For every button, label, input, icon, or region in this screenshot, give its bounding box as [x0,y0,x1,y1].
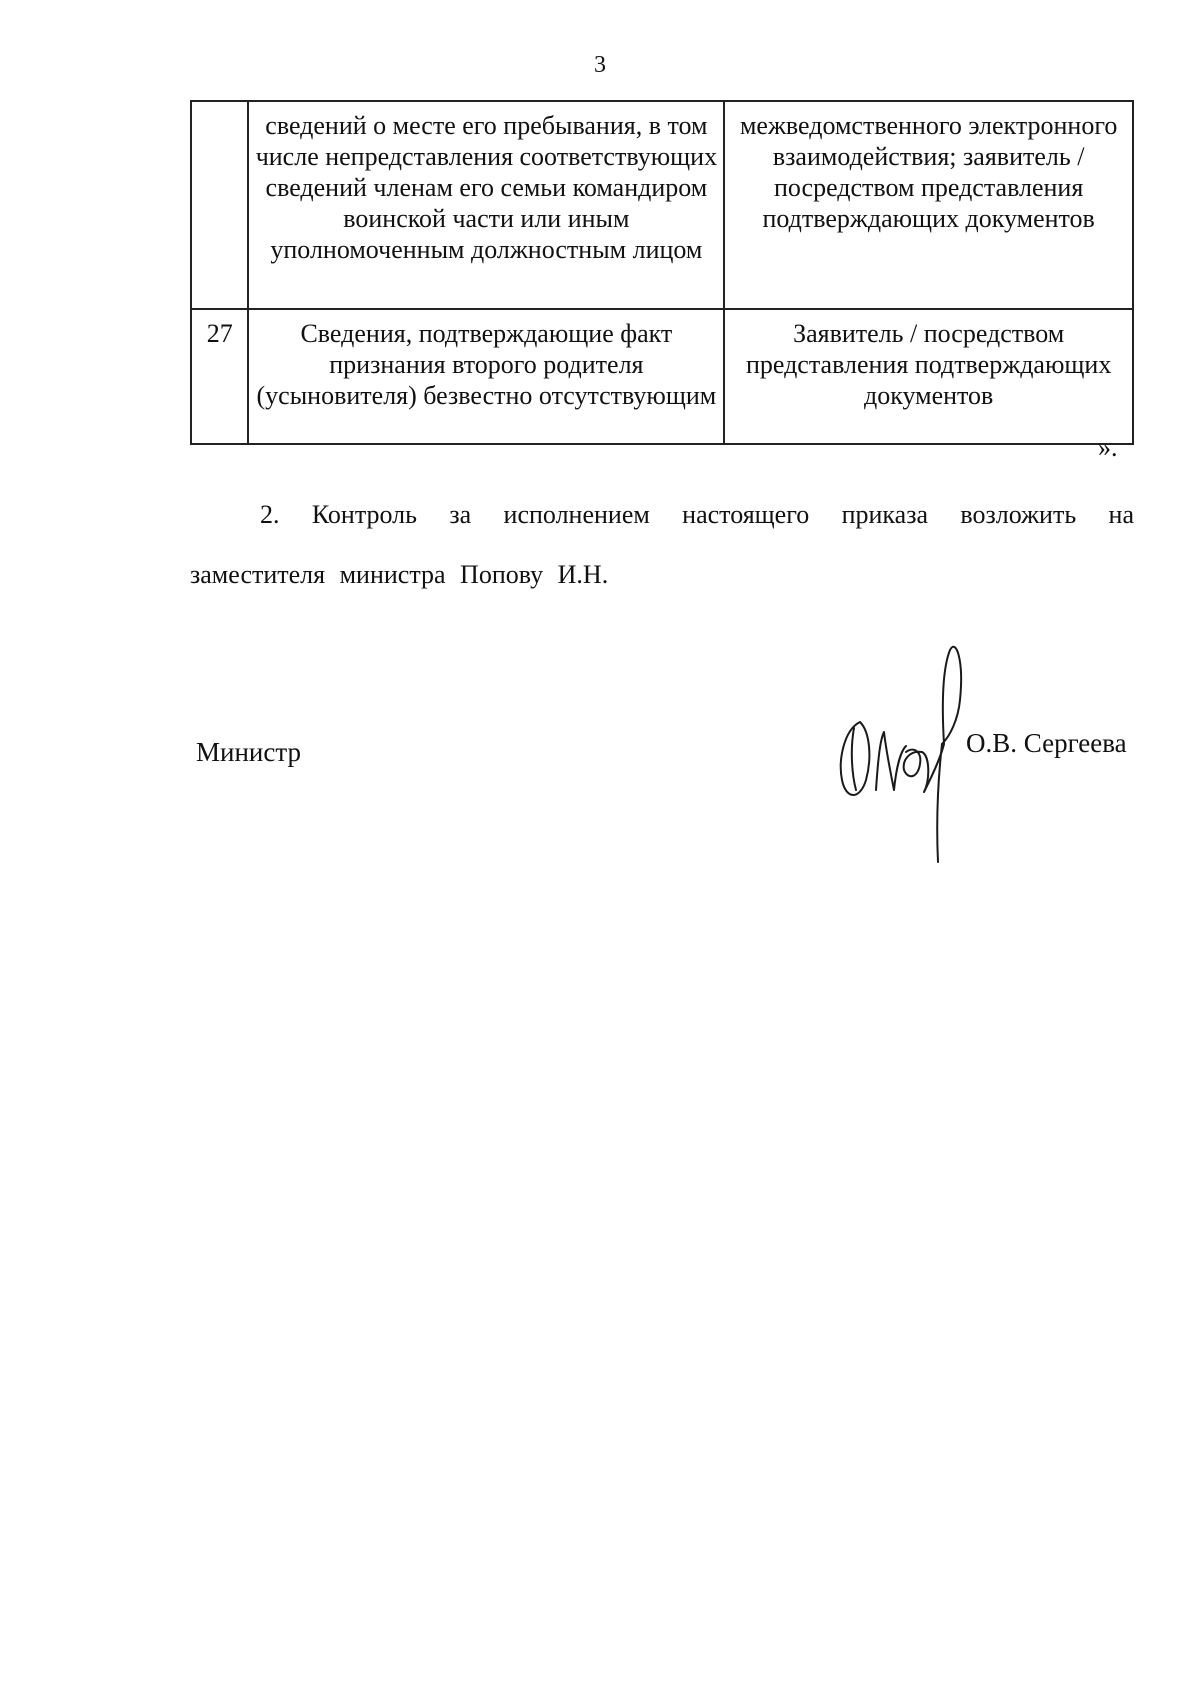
closing-quote: ». [1098,433,1118,462]
row-number-cell: 27 [191,309,248,444]
table-row [191,309,1133,444]
documents-table [190,100,1134,445]
handwritten-signature [830,640,970,870]
control-paragraph: 2. Контроль за исполнением настоящего приказа возложить на заместителя министра Попову И.Н. [190,500,1134,589]
row-number-cell [191,101,248,309]
row-source-cell: Заявитель / посредством представления подтверждающих документов [724,309,1133,444]
signatory-title: Министр [196,737,301,767]
page-number: 3 [594,52,606,78]
signatory-name: О.В. Сергеева [966,728,1127,758]
row-description-cell: Сведения, подтверждающие факт признания второго родителя (усыновителя) безвестно отсутствующим [248,309,724,444]
table-row [191,101,1133,309]
row-description-cell: сведений о месте его пребывания, в том числе непредставления соответствующих сведений членам его семьи командиром воинской части или иным уполномоченным должностным лицом [248,101,724,309]
row-source-cell: межведомственного электронного взаимодействия; заявитель / посредством представления подтверждающих документов [724,101,1133,309]
